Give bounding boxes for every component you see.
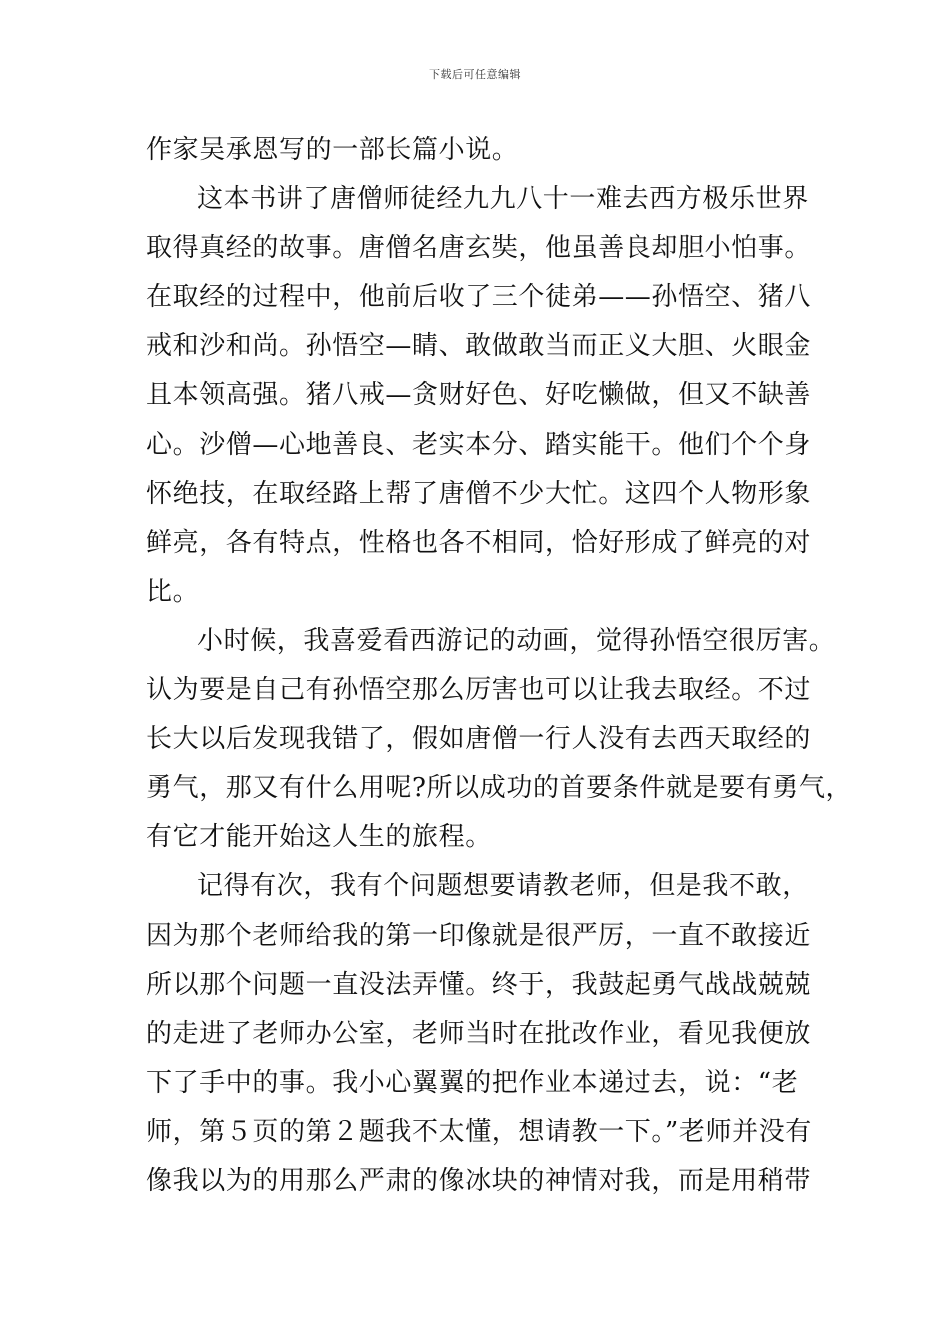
text-line: 取得真经的故事。唐僧名唐玄奘，他虽善良却胆小怕事。 xyxy=(146,233,812,264)
text-line: 的走进了老师办公室，老师当时在批改作业，看见我便放 xyxy=(146,1018,812,1049)
text-line: 下了手中的事。我小心翼翼的把作业本递过去，说：“老 xyxy=(146,1067,799,1098)
text-line: 且本领高强。猪八戒—贪财好色、好吃懒做，但又不缺善 xyxy=(146,380,812,411)
text-line: 心。沙僧—心地善良、老实本分、踏实能干。他们个个身 xyxy=(146,429,812,460)
text-line: 认为要是自己有孙悟空那么厉害也可以让我去取经。不过 xyxy=(146,675,812,706)
document-body xyxy=(146,126,853,1206)
text-line: 这本书讲了唐僧师徒经九九八十一难去西方极乐世界 xyxy=(197,184,809,215)
text-line: 记得有次，我有个问题想要请教老师，但是我不敢， xyxy=(197,871,809,902)
page-header-note: 下载后可任意编辑 xyxy=(429,68,521,81)
text-line: 所以那个问题一直没法弄懂。终于，我鼓起勇气战战兢兢 xyxy=(146,969,812,1000)
text-line: 小时候，我喜爱看西游记的动画，觉得孙悟空很厉害。 xyxy=(197,625,836,656)
text-line: 长大以后发现我错了，假如唐僧一行人没有去西天取经的 xyxy=(146,724,812,755)
text-line: 鲜亮，各有特点，性格也各不相同，恰好形成了鲜亮的对 xyxy=(146,527,812,558)
text-line: 像我以为的用那么严肃的像冰块的神情对我，而是用稍带 xyxy=(146,1165,812,1196)
text-line: 怀绝技，在取经路上帮了唐僧不少大忙。这四个人物形象 xyxy=(146,478,812,509)
text-line: 在取经的过程中，他前后收了三个徒弟——孙悟空、猪八 xyxy=(146,282,812,313)
text-line: 因为那个老师给我的第一印像就是很严厉，一直不敢接近 xyxy=(146,920,812,951)
text-line: 勇气，那又有什么用呢?所以成功的首要条件就是要有勇气， xyxy=(146,773,853,804)
text-line: 比。 xyxy=(146,576,200,607)
text-line: 师，第５页的第２题我不太懂，想请教一下。”老师并没有 xyxy=(146,1116,812,1147)
text-line: 作家吴承恩写的一部长篇小说。 xyxy=(146,135,519,165)
text-line: 有它才能开始这人生的旅程。 xyxy=(146,822,492,853)
text-line: 戒和沙和尚。孙悟空—睛、敢做敢当而正义大胆、火眼金 xyxy=(146,331,812,362)
